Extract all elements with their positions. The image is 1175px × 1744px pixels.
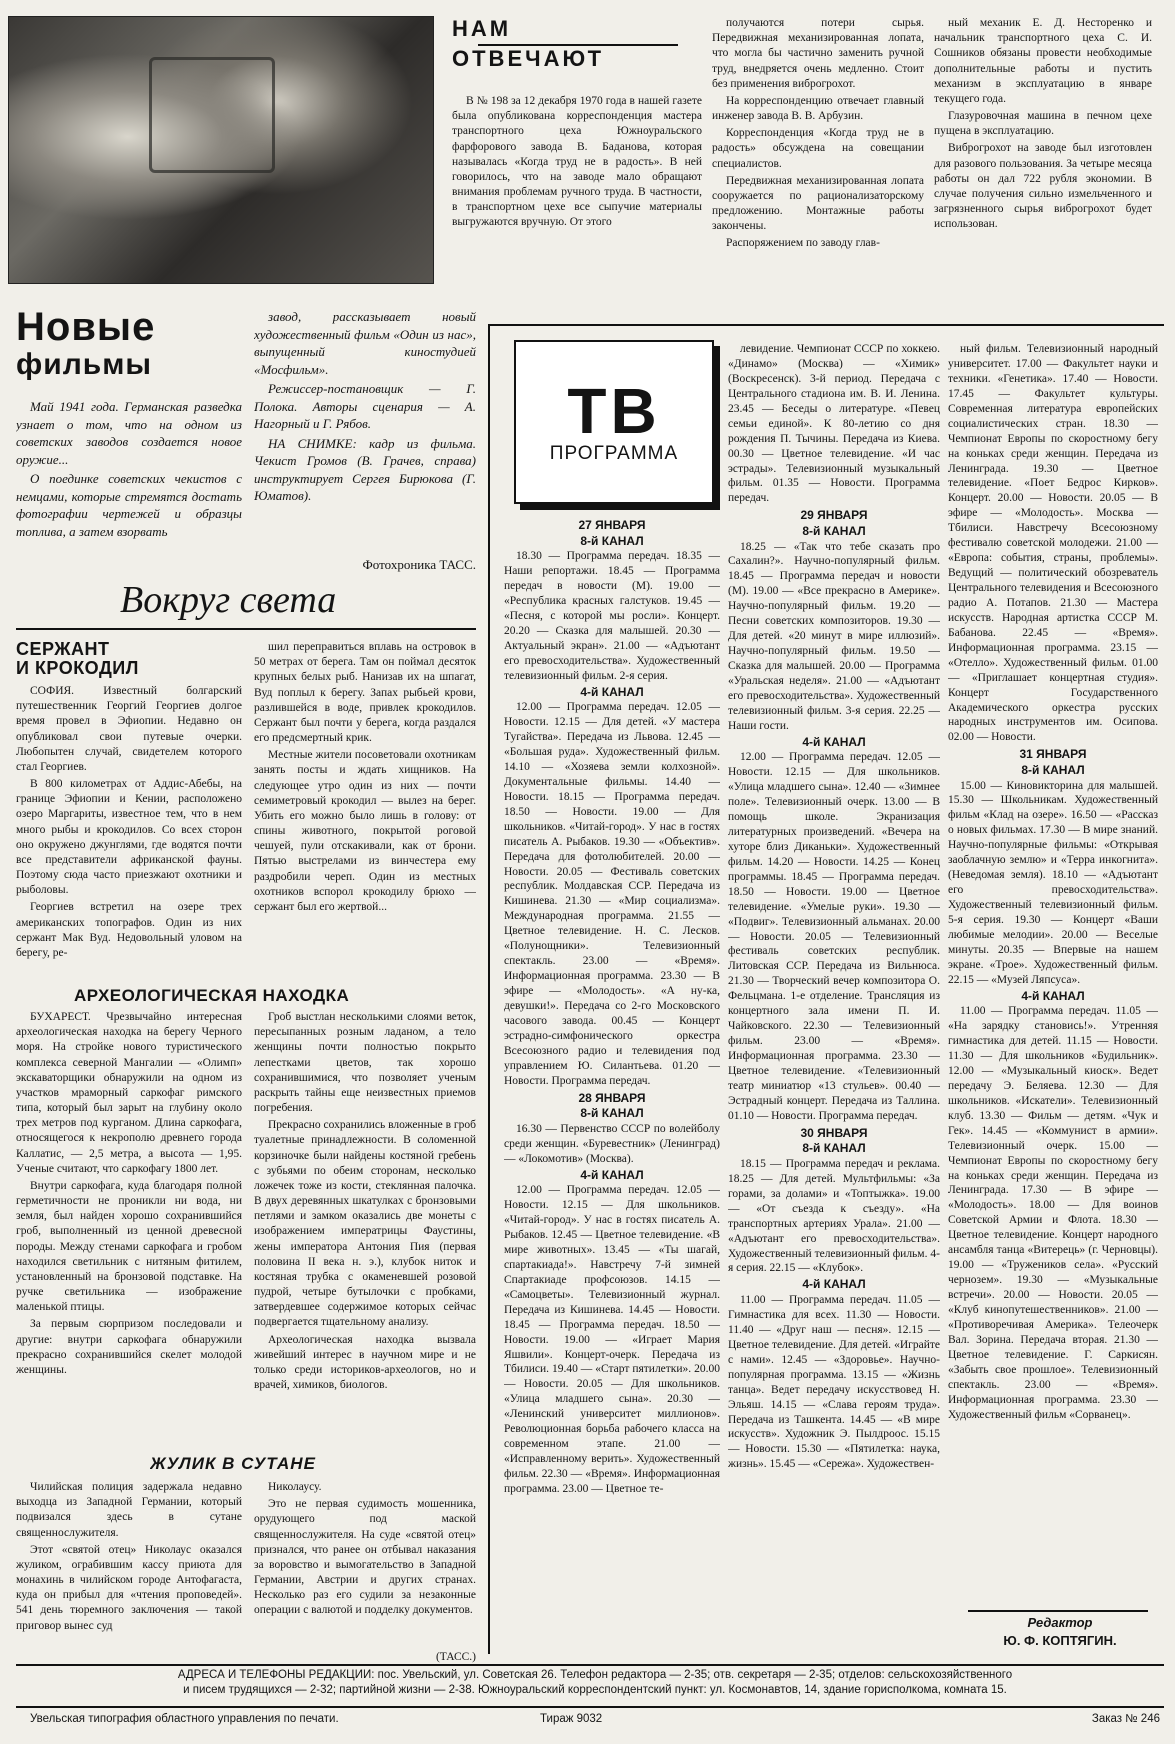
tv-channel-heading: 4-й КАНАЛ [580,1167,644,1182]
paragraph: Режиссер-постановщик — Г. Полока. Авторы сценария — А. Нагорный и Г. Рябов. [254,381,476,432]
paragraph: Гроб выстлан несколькими слоями веток, пересыпанных розным ладаном, а тело женщины почти полностью покрыто лепестками цветов, так хорошо сохранившимися, что позволяет ученым раскрыть тайны еще неизвестных приемов погребения. [254,1011,476,1115]
tv-schedule-text: 18.15 — Программа передач и реклама. 18.25 — Для детей. Мультфильмы: «За горами, за долами» и «Топтыжка». 19.00 — «От съезда к съезду». «На транспортных артериях Урала». 21.00 — «Адъютант его превосходительства». Художественный телевизионный фильм. 4-я серия. 22.15 — «Клубок». [728,1157,940,1275]
tv-schedule-text: 12.00 — Программа передач. 12.05 — Новости. 12.15 — Для школьников. «Улица младшего сына». 12.40 — «Зимнее поле». Телевизионный очерк. 13.00 — В помощь школе. Экранизация литературных произведений. «Вечера на хуторе близ Диканьки». Художественный фильм. 14.20 — Новости. 14.25 — Конец программы. 18.45 — Программа передач. 18.50 — Новости. 19.00 — Цветное телевидение. «Умелые руки». 19.30 — «Подвиг». Телевизионный альманах. 20.00 — Новости. 20.05 — Телевизионный фестиваль советских республик. Литовская ССР. Передача из Вильнюса. 21.30 — Творческий вечер композитора О. Фельцмана. 1-е отделение. Трансляция из концертного зала имени П. И. Чайковского. 22.30 — Телевизионный фильм. 23.00 — «Время». Информационная программа. 23.30 — Цветное телевидение. «Телевизионный театр миниатюр «13 стульев». 00.40 — Эстрадный концерт. Передача из Таллина. 01.10 — Новости. Программа передач. [728,751,940,1122]
paragraph: За первым сюрпризом последовали и другие: внутри саркофага обнаружили прекрасно сохранившийся скелет молодой женщины. [16,1318,242,1376]
paragraph: НА СНИМКЕ: кадр из фильма. Чекист Громов (В. Грачев, справа) инструктирует Сергея Бирюкова (Г. Юматов). [254,435,476,504]
tv-schedule-text: 12.00 — Программа передач. 12.05 — Новости. 12.15 — Для школьников. «Читай-город». У нас в гостях писатель А. Рыбаков. 12.45 — Цветное телевидение. «В мире животных». 13.45 — «Ты шагай, спартакиада!». Навстречу 7-й зимней Спартакиаде профсоюзов. 14.15 — «Самоцветы». Телевизионный журнал. Передача из Кишинева. 14.45 — Новости. 18.45 — Программа передач. 18.50 — Новости. 19.00 — «Играет Мария Яшвили». Концерт-очерк. Передача из Тбилиси. 19.40 — «Старт пятилетки». 20.00 — Новости. 20.05 — Для школьников. «Улица младшего сына». 20.30 — «Ленинский университет миллионов». Революционная борьба рабочего класса на современном этапе. 21.00 — «Исправленному верить». Художественный фильм. 22.30 — «Время». Информационная программа. 23.00 — Цветное те- [504,1184,720,1495]
paragraph: ный механик Е. Д. Несторенко и начальник транспортного цеха С. И. Сошников обязаны провести необходимые дополнительные работы и пустить механизм в эксплуатацию в январе текущего года. [934,17,1152,105]
tv-channel-heading: 8-й КАНАЛ [580,533,644,548]
tv-col-2 [728,342,940,1646]
tv-col-1 [504,516,720,1646]
paragraph: Распоряжением по заводу глав- [726,237,880,250]
tv-schedule-text: 16.30 — Первенство СССР по волейболу среди женщин. «Буревестник» (Ленинград) — «Локомотив» (Москва). [504,1122,720,1165]
tv-day-heading: 30 ЯНВАРЯ [800,1125,868,1140]
tv-day-heading: 29 ЯНВАРЯ [800,508,868,523]
tv-channel-heading: 4-й КАНАЛ [802,734,866,749]
paragraph: завод, рассказывает новый художественный фильм «Один из нас», выпущенный киностудией «Мосфильм». [254,309,476,377]
tv-logo-box [514,340,714,504]
tv-logo-letters: ТВ [567,375,661,447]
paragraph: На корреспонденцию отвечает главный инженер завода В. В. Арбузин. [712,94,924,123]
tv-schedule-text: ный фильм. Телевизионный народный университет. 17.00 — Факультет науки и техники. «Генетика». 17.40 — Новости. 17.45 — Факультет культуры. Современная литература европейских социалистических стран. 18.30 — Чемпионат Европы по скоростному бегу на коньках среди женщин. Передача из Ленинграда. 19.30 — Цветное телевидение. «Поет Бедрос Кирков». Концерт. 20.00 — Новости. 20.05 — В эфире — «Молодость». Москва — Тбилиси. Навстречу Всесоюзному фестивалю советской молодежи. 21.00 — «Европа: события, страны, проблемы». Ведущий — политический обозреватель Центрального телевидения и Всесоюзного радио А. Потапов. 21.30 — Мастера искусств. Народная артистка СССР М. Бабанова. 22.45 — «Время». Информационная программа. 23.15 — «Отелло». Художественный фильм. 01.00 — «Приглашает концертная студия». Концерт Государственного Академического оркестра русских народных инструментов им. Осипова. 02.00 — Новости. [948,343,1158,744]
paragraph: Георгиев встретил на озере трех американских топографов. Один из них сержант Мак Вуд. Недовольный уловом на берегу, ре- [16,901,242,959]
films-col-1 [16,398,242,578]
reply-title: НАМ ОТВЕЧАЮТ [452,16,605,71]
paragraph: Николаусу. [268,1481,322,1493]
paragraph: Прекрасно сохранились вложенные в гроб туалетные принадлежности. В соломенной корзиночке были найдены костяной гребень с зубьями по обеим сторонам, несколько ложечек тоже из кости, стеклянная палочка. В двух деревянных шкатулках с бронзовыми петлями и замком оказались две монеты с изображением императрицы Фаустины, жены императора Антония Пия (первая половина II века н. э.), клубок ниток и костяная трубка с окаменевшей розовой пудрой, четыре бутылочки с пробками, затвердевшее содержимое которых сейчас подвергается тщательному анализу. [254,1119,476,1329]
tv-schedule-text: 18.25 — «Так что тебе сказать про Сахалин?». Научно-популярный фильм. 18.45 — Программа передач и новости (М). 19.00 — «Все прекрасно в Америке». Научно-популярный фильм. 19.20 — Песни советских композиторов. 19.30 — Для детей. «20 минут в мире иллюзий». Научно-популярный фильм. 19.50 — Сказка для малышей. 20.00 — Программа «Уральская неделя». 21.00 — «Адъютант его превосходительства». Художественный телевизионный фильм. 3-я серия. 22.25 — Наши гости. [728,540,940,732]
paragraph: Виброгрохот на заводе был изготовлен для разового пользования. За четыре месяца работы он дал 722 рубля экономии. В случае получения сильно измельченного и загрязненного сырья виброгрохот будет использован. [934,142,1152,231]
crook-col-2 [254,1480,476,1648]
films-col-2 [254,308,476,554]
tv-day-heading: 31 ЯНВАРЯ [1019,747,1087,762]
tv-day-heading: 27 ЯНВАРЯ [578,518,646,532]
films-credit: Фотохроника ТАСС. [362,557,476,572]
paragraph: Передвижная механизированная лопата сооружается по рационализаторскому предложению. Монтажные работы закончены. [712,174,924,233]
world-title: Вокруг света [120,579,337,621]
tv-schedule-text: 15.00 — Киновикторина для малышей. 15.30 — Школьникам. Художественный фильм «Клад на озере». 16.50 — «Рассказ о новых фильмах. 17.30 — В мире знаний. Научно-популярные фильмы: «Открывая заоблачную землю» и «Терра инкогнита». (Неведомая земля). 18.10 — «Адъютант его превосходительства». Художественный телевизионный фильм. 5-я серия. 19.30 — Концерт «Ваши любимые мелодии». 20.00 — Веселые минуты. 20.35 — Впервые на нашем экране. «Трое». Художественный фильм. 22.15 — «Музей Ляпсуса». [948,779,1158,986]
tv-channel-heading: 8-й КАНАЛ [1021,762,1085,777]
paragraph: В № 198 за 12 декабря 1970 года в нашей газете была опубликована корреспонденция мастера транспортного цеха Южноуральского фарфорового завода В. Баданова, которая называлась «Когда труд не в радость». В ней говорилось, что на заводе мало обращают внимания проблемам ручного труда. В частности, в транспортном цехе все сыпучие материалы выгружаются вручную. От этого [452,95,702,229]
tv-schedule-text: левидение. Чемпионат СССР по хоккею. «Динамо» (Москва) — «Химик» (Воскресенск). 3-й период. Передача с Центрального стадиона им. В. И. Ленина. 23.45 — Беседы о литературе. «Певец семьи единой». К 80-летию со дня рождения П. Тычины. Передача из Киева. 00.30 — Цветное телевидение. «И час эстрады». Телевизионный музыкальный фильм. 01.35 — Новости. Программа передач. [728,343,940,505]
crook-col-1 [16,1480,242,1670]
paragraph: Глазуровочная машина в печном цехе пущена в эксплуатацию. [934,110,1152,138]
paragraph: Корреспонденция «Когда труд не в радость» обсуждена на совещании специалистов. [712,127,924,170]
paragraph: Этот «святой отец» Николаус оказался жуликом, ограбившим кассу приюта для монахинь в чилийском городе Антофагаста, куда он прибыл для «чтения проповедей». 541 день тюремного заключения — такой приговор вынес суд [16,1543,242,1632]
world-title-rule [16,628,476,630]
tv-frame-left [488,324,490,1654]
editor-rule [968,1610,1148,1612]
tv-schedule-text: 11.00 — Программа передач. 11.05 — «На зарядку становись!». Утренняя гимнастика для детей. 11.15 — Новости. 11.30 — Для школьников «Будильник». 12.00 — «Музыкальный киоск». Ведет передачу Э. Беляева. 12.30 — Для школьников. «Искатели». Телевизионный клуб. 13.30 — Фильм — детям. «Чук и Гек». 14.45 — «Коммунист в армии». Телевизионный очерк. 15.00 — Чемпионат Европы по скоростному бегу на коньках среди женщин. Передача из Ленинграда. 17.30 — В эфире — «Молодость». 18.00 — Для воинов Советской Армии и Флота. 18.30 — Цветное телевидение. Концерт народного ансамбля танца «Витерець» (г. Черновцы). 19.00 — «Тружеников села». «Русский чернозем». 19.30 — «Музыкальные встречи». 20.00 — Новости. 20.05 — «Клуб кинопутешественников». 21.00 — «Противоречивая Америка». Телеочерк Вал. Зорина. Передача вторая. 21.30 — Цветное телевидение. Г. Саркисян. «Забыть свое прошлое». Телевизионный спектакль. 23.00 — «Время». Информационная программа. 23.30 — Художественный фильм «Сорванец». [948,1005,1158,1421]
footer-addresses: АДРЕСА И ТЕЛЕФОНЫ РЕДАКЦИИ: пос. Увельский, ул. Советская 26. Телефон редактора — 2-35; отв. секретаря — 2-35; отделов: сельскохозяйственного и писем трудящихся — 2-32; партийной жизни — 2-38. Южноуральский корреспондентский пункт: ул. Космонавтов, 14, здание горисполкома, комната 15. [177,1669,1013,1696]
sergeant-col-1 [16,684,242,978]
arch-title: АРХЕОЛОГИЧЕСКАЯ НАХОДКА [74,986,350,1005]
tv-schedule-text: 18.30 — Программа передач. 18.35 — Наши репортажи. 18.45 — Программа передач в новости (М). 19.00 — «Республика красных галстуков. 19.45 — «Песня, с которой мы росли». Концерт. 20.20 — Сказка для малышей. 20.30 — Актуальный экран». 21.00 — «Адъютант его превосходительства». Художественный телевизионный фильм. 2-я серия. [504,550,720,682]
paragraph: Внутри саркофага, куда благодаря полной герметичности не проникли ни вода, ни земля, был найден хорошо сохранившийся гроб, выполненный из ценной древесной породы. Между стенами саркофага и гробом находился светильник с нитяным фитилем, установленный на бронзовой подставке. На ручке светильника — изображение маленькой птицы. [16,1179,242,1314]
crook-credit: (ТАСС.) [435,1651,476,1663]
sergeant-title: СЕРЖАНТ И КРОКОДИЛ [16,640,139,678]
arch-col-2 [254,1010,476,1446]
film-still-photo [8,16,434,284]
crook-title: ЖУЛИК В СУТАНЕ [150,1454,316,1473]
footer-circulation: Тираж 9032 [540,1713,603,1725]
footer-rule-top [16,1664,1164,1666]
paragraph: Археологическая находка вызвала живейший интерес в научном мире и не только среди историков-археологов, но и врачей, химиков, биологов. [254,1333,476,1392]
reply-title-rule [478,44,678,46]
arch-col-1 [16,1010,242,1446]
tv-col-3 [948,342,1158,1612]
paragraph: Чилийская полиция задержала недавно выходца из Западной Германии, который подвизался здесь в сутане священнослужителя. [16,1481,242,1539]
footer-rule-bottom [16,1706,1164,1708]
tv-channel-heading: 4-й КАНАЛ [802,1277,866,1292]
tv-channel-heading: 8-й КАНАЛ [580,1106,644,1121]
tv-channel-heading: 8-й КАНАЛ [802,1141,866,1156]
footer-printer: Увельская типография областного управления по печати. [30,1713,339,1725]
paragraph: Май 1941 года. Германская разведка узнает о том, что на одном из советских заводов создается новое оружие... [16,399,242,467]
paragraph: шил переправиться вплавь на островок в 50 метрах от берега. Там он поймал десяток крупных белых рыб. Нанизав их на шпагат, Вуд поплыл к берегу. Запах рыбьей крови, разлившейся в воде, привлек крокодилов. Сержант был почти у берега, когда раздался его предсмертный крик. [254,641,476,745]
tv-schedule-text: 12.00 — Программа передач. 12.05 — Новости. 12.15 — Для детей. «У мастера Тугайства». Передача из Львова. 12.45 — «Большая руда». Художественный фильм. 14.10 — «Хозяева земли колхозной». Документальные фильмы. 14.40 — Новости. 18.15 — Программа передач. 18.50 — Новости. 19.00 — Для школьников. «Читай-город». У нас в гостях писатель А. Рыбаков. 19.30 — «Объектив». Передача для фотолюбителей. 20.00 — Новости. 20.05 — Фестиваль советских республик. Молдавская ССР. Передача из Кишинева. 21.30 — «Мир социализма». Международная программа. 21.55 — Цветное телевидение. Н. С. Лесков. «Полунощники». Телевизионный спектакль. 23.00 — «Время». Информационная программа. 23.30 — В эфире — «Молодость». «А ну-ка, девушки!». Передача со 2-го Московского часового завода. 00.45 — Концерт эстрадно-симфонического оркестра Всесоюзного радио и телевидения под управлением Ю. Силантьева. 01.20 — Новости. Программа передач. [504,701,720,1087]
footer-order: Заказ № 246 [1091,1713,1160,1725]
paragraph: Это не первая судимость мошенника, орудующего под маской священнослужителя. На суде «святой отец» признался, что ранее он отбывал наказания за воровство и вымогательство в Западной Германии, Австрии и других странах. Несколько раз его судили за незаконные операции с валютой и подделку документов. [254,1498,476,1617]
tv-channel-heading: 4-й КАНАЛ [1021,988,1085,1003]
editor-credit: Редактор Ю. Ф. КОПТЯГИН. [1003,1615,1117,1648]
paragraph: СОФИЯ. Известный болгарский путешественник Георгий Георгиев долгое время провел в Эфиопии. Недавно он опубликовал свои путевые очерки. Любопытен случай, свидетелем которого стал Георгиев. [16,685,242,773]
reply-col-1 [452,94,702,306]
tv-schedule-text: 11.00 — Программа передач. 11.05 — Гимнастика для всех. 11.30 — Новости. 11.40 — «Друг наш — песня». 12.15 — Цветное телевидение. Для детей. «Играйте с нами». 12.45 — «Здоровье». Научно-популярная программа. 13.15 — «Жизнь танца». Ведет передачу искусствовед Н. Эльяш. 14.15 — «Слава героям труда». Передача из Ташкента. 14.45 — «В мире искусств». Художник Э. Пылдроос. 15.15 — Новости. 15.30 — «Пятилетка: наука, жизнь». 15.45 — «Сережа». Художествен- [728,1294,940,1471]
films-title: Новые фильмы [16,308,156,381]
tv-channel-heading: 8-й КАНАЛ [802,523,866,538]
tv-frame-top [488,324,1164,326]
sergeant-col-2 [254,640,476,980]
paragraph: О поединке советских чекистов с немцами, которые стремятся достать фотографии чертежей и образцы топлива, а затем взорвать [16,471,242,539]
tv-day-heading: 28 ЯНВАРЯ [578,1090,646,1105]
reply-col-3 [934,16,1152,306]
paragraph: получаются потери сырья. Передвижная механизированная лопата, что могла бы частично заменить ручной труд, внедряется очень медленно. Стоит без применения виброгрохот. [712,17,924,90]
paragraph: БУХАРЕСТ. Чрезвычайно интересная археологическая находка на берегу Черного моря. На стройке нового туристического комплекса северной Мангалии — «Олимп» экскаваторщики обнаружили на одном из участков мраморный саркофаг римского типа, который был зарыт на глубину около трех метров под курганом. Длина саркофага, относящегося к некрополю древнего города Каллатис, — 2,5 метра, а высота — 1,95. Ученые считают, что саркофагу 1800 лет. [16,1011,242,1175]
reply-col-2 [712,16,924,306]
paragraph: В 800 километрах от Аддис-Абебы, на границе Эфиопии и Кении, расположено озеро Маргариты, известное тем, что в нем много рыбы и крокодилов. Со всех сторон оно окружено джунглями, где водятся почти все представители африканской фауны. Поэтому сюда часто приезжают охотники и рыболовы. [16,778,242,897]
tv-channel-heading: 4-й КАНАЛ [580,684,644,699]
paragraph: Местные жители посоветовали охотникам занять посты и ждать хищников. На следующее утро один из них — почти семиметровый крокодил — вылез на берег. Убить его можно было лишь в голову: от спины животного, покрытой роговой чешуей, пули отскакивали, как от брони. Пятью выстрелами из винчестера ему раздробили череп. Один из местных охотников вспорол крокодилу брюхо — сержант был его жертвой... [254,749,476,913]
tv-logo-subtitle: ПРОГРАММА [549,443,679,464]
